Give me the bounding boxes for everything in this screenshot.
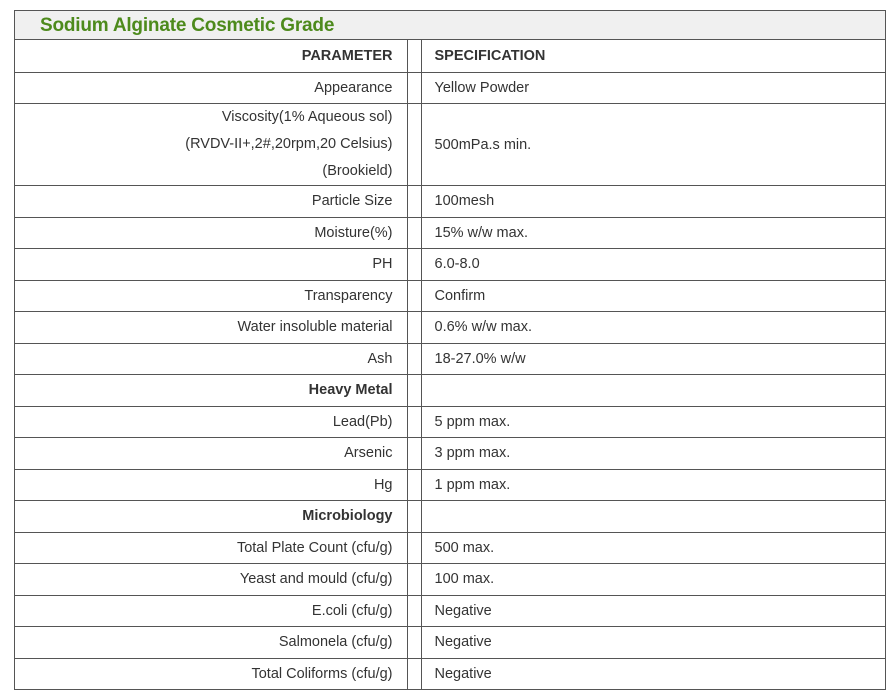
parameter-line: (Brookield): [322, 163, 393, 179]
spec-table: [15, 40, 885, 690]
specification-cell: 100mesh: [421, 186, 885, 218]
column-divider: [407, 469, 421, 501]
parameter-cell: Salmonela (cfu/g): [15, 627, 407, 659]
specification-cell: Negative: [421, 627, 885, 659]
parameter-cell: Water insoluble material: [15, 312, 407, 344]
parameter-header: PARAMETER: [15, 40, 407, 72]
table-row: [15, 658, 885, 690]
specification-cell: 0.6% w/w max.: [421, 312, 885, 344]
column-divider: [407, 186, 421, 218]
table-row: [15, 469, 885, 501]
table-row: [15, 104, 885, 186]
specification-cell: Yellow Powder: [421, 72, 885, 104]
section-row: [15, 375, 885, 407]
page-title: Sodium Alginate Cosmetic Grade: [15, 11, 885, 40]
column-divider: [407, 104, 421, 186]
parameter-cell: Total Plate Count (cfu/g): [15, 532, 407, 564]
spec-table-body: [15, 40, 885, 690]
specification-cell: 5 ppm max.: [421, 406, 885, 438]
table-row: [15, 438, 885, 470]
parameter-cell: Arsenic: [15, 438, 407, 470]
parameter-cell: Appearance: [15, 72, 407, 104]
column-divider: [407, 627, 421, 659]
specification-cell: 3 ppm max.: [421, 438, 885, 470]
parameter-cell: Lead(Pb): [15, 406, 407, 438]
table-row: [15, 312, 885, 344]
column-divider: [407, 280, 421, 312]
column-divider: [407, 595, 421, 627]
parameter-cell: [15, 104, 407, 186]
table-row: [15, 280, 885, 312]
section-label: Microbiology: [15, 501, 407, 533]
specification-cell: 500 max.: [421, 532, 885, 564]
parameter-cell: Hg: [15, 469, 407, 501]
table-row: [15, 72, 885, 104]
section-spec-empty: [421, 501, 885, 533]
table-row: [15, 343, 885, 375]
table-row: [15, 595, 885, 627]
section-row: [15, 501, 885, 533]
table-header-row: [15, 40, 885, 72]
parameter-cell: Transparency: [15, 280, 407, 312]
section-spec-empty: [421, 375, 885, 407]
column-divider: [407, 343, 421, 375]
specification-cell: 6.0-8.0: [421, 249, 885, 281]
parameter-cell: Total Coliforms (cfu/g): [15, 658, 407, 690]
table-row: [15, 406, 885, 438]
table-row: [15, 186, 885, 218]
table-row: [15, 217, 885, 249]
column-divider: [407, 72, 421, 104]
specification-cell: 18-27.0% w/w: [421, 343, 885, 375]
column-divider: [407, 658, 421, 690]
column-divider: [407, 532, 421, 564]
specification-cell: Negative: [421, 658, 885, 690]
parameter-cell: E.coli (cfu/g): [15, 595, 407, 627]
column-divider: [407, 501, 421, 533]
column-divider: [407, 217, 421, 249]
specification-cell: 500mPa.s min.: [421, 104, 885, 186]
parameter-cell: Moisture(%): [15, 217, 407, 249]
table-row: [15, 564, 885, 596]
column-divider: [407, 406, 421, 438]
specification-cell: 100 max.: [421, 564, 885, 596]
specification-cell: Negative: [421, 595, 885, 627]
column-divider: [407, 249, 421, 281]
column-divider: [407, 438, 421, 470]
parameter-cell: Ash: [15, 343, 407, 375]
parameter-line: Viscosity(1% Aqueous sol): [221, 109, 393, 125]
parameter-cell: Yeast and mould (cfu/g): [15, 564, 407, 596]
table-row: [15, 249, 885, 281]
specification-cell: Confirm: [421, 280, 885, 312]
section-label: Heavy Metal: [15, 375, 407, 407]
table-row: [15, 532, 885, 564]
column-divider: [407, 312, 421, 344]
column-divider: [407, 375, 421, 407]
spec-sheet: [14, 10, 886, 690]
table-row: [15, 627, 885, 659]
parameter-cell: PH: [15, 249, 407, 281]
column-divider: [407, 564, 421, 596]
specification-cell: 15% w/w max.: [421, 217, 885, 249]
parameter-line: (RVDV-II+,2#,20rpm,20 Celsius): [185, 136, 393, 152]
parameter-cell: Particle Size: [15, 186, 407, 218]
specification-header: SPECIFICATION: [421, 40, 885, 72]
specification-cell: 1 ppm max.: [421, 469, 885, 501]
column-divider: [407, 40, 421, 72]
